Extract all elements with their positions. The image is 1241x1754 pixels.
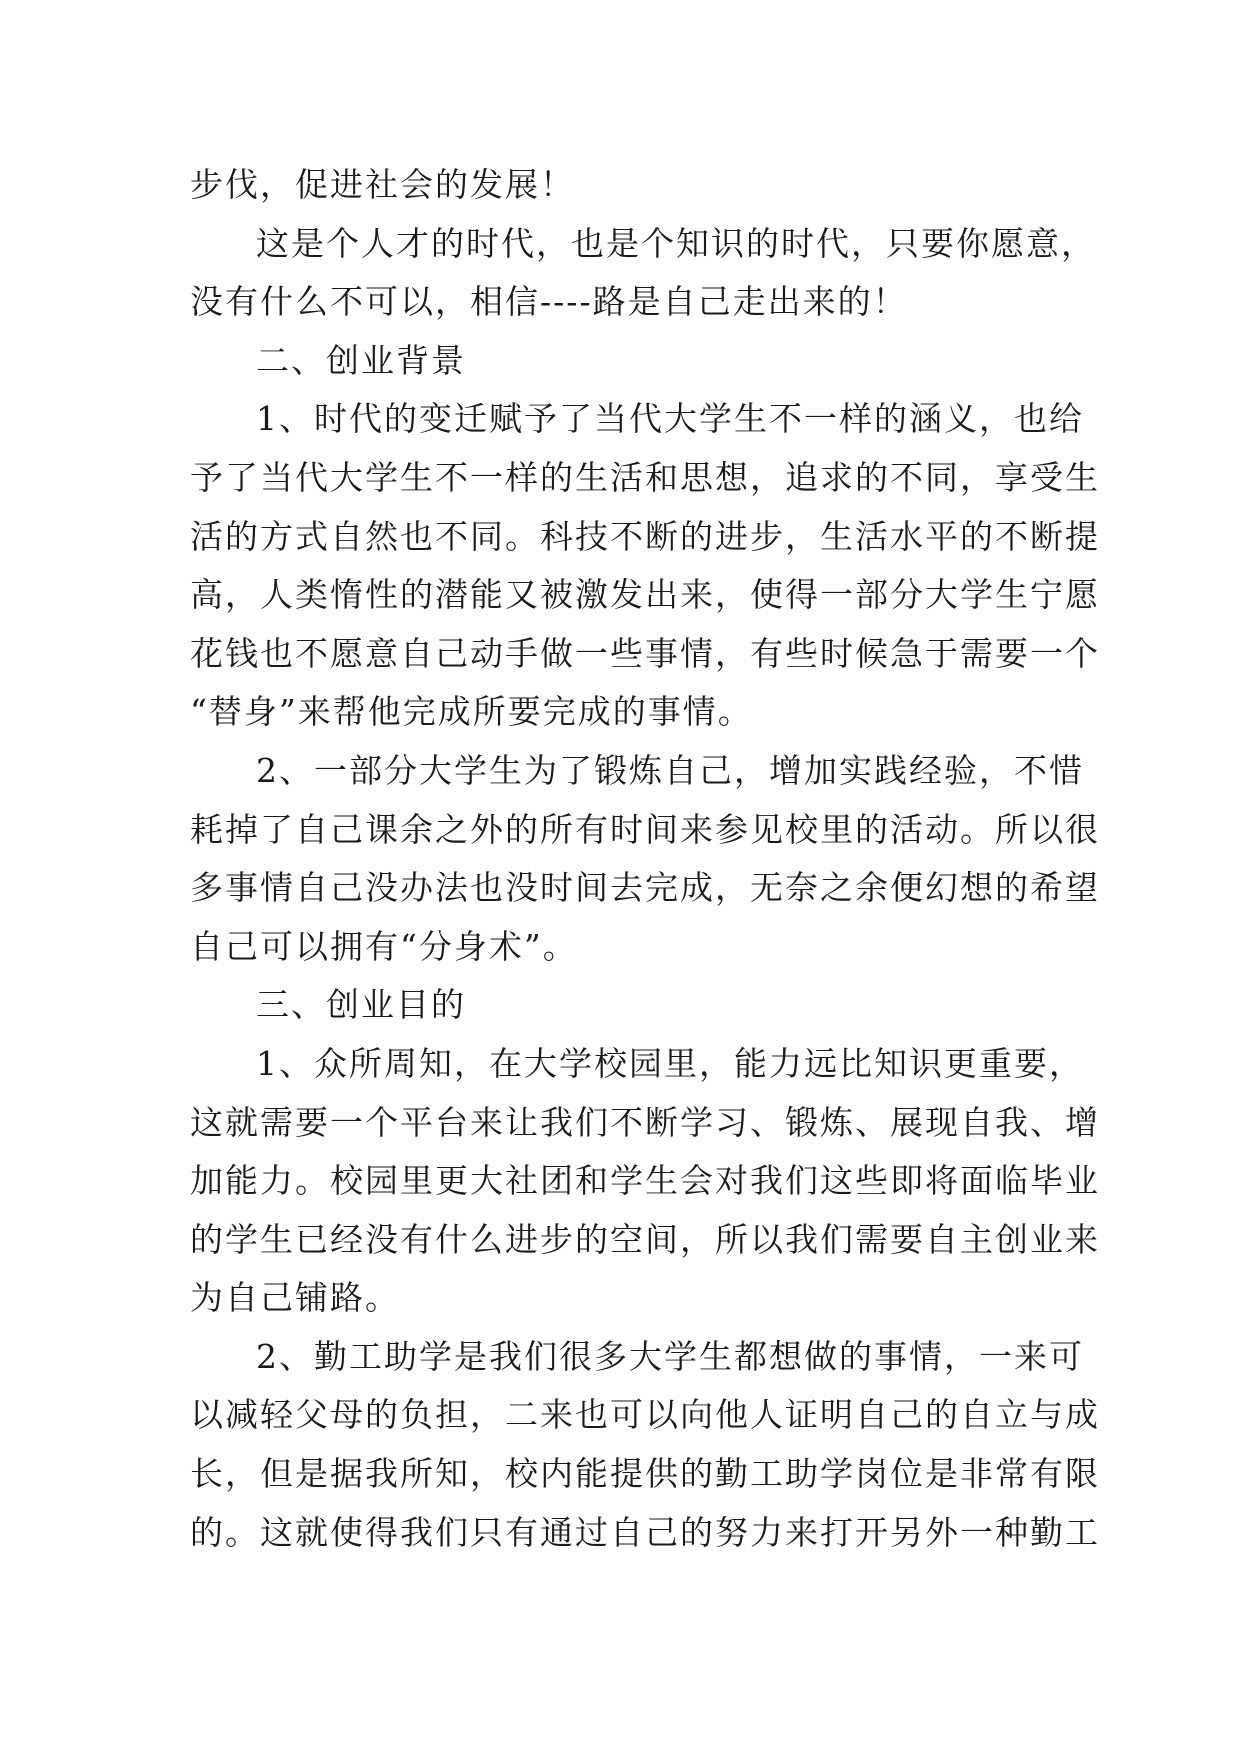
text-line: 高，人类惰性的潜能又被激发出来，使得一部分大学生宁愿 [190,575,1100,615]
text-line: 2、勤工助学是我们很多大学生都想做的事情，一来可 [256,1336,1084,1376]
section-heading: 三、创业目的 [256,985,466,1025]
text-line: 花钱也不愿意自己动手做一些事情，有些时候急于需要一个 [190,633,1100,673]
text-line: 这就需要一个平台来让我们不断学习、锻炼、展现自我、增 [190,1102,1100,1142]
section-heading: 二、创业背景 [256,340,466,380]
text-line: 予了当代大学生不一样的生活和思想，追求的不同，享受生 [190,457,1100,497]
text-line: 为自己铺路。 [190,1278,400,1318]
text-line: 加能力。校园里更大社团和学生会对我们这些即将面临毕业 [190,1161,1100,1201]
text-line: 活的方式自然也不同。科技不断的进步，生活水平的不断提 [190,516,1100,556]
text-line: 步伐，促进社会的发展！ [190,165,575,204]
document-body [190,156,1100,1562]
text-line: 这是个人才的时代，也是个知识的时代，只要你愿意， [256,223,1096,263]
text-line: 耗掉了自己课余之外的所有时间来参见校里的活动。所以很 [190,809,1100,849]
text-line: 以减轻父母的负担，二来也可以向他人证明自己的自立与成 [190,1395,1100,1435]
text-line: 的学生已经没有什么进步的空间，所以我们需要自主创业来 [190,1219,1100,1259]
text-line: 多事情自己没办法也没时间去完成，无奈之余便幻想的希望 [190,868,1100,908]
text-line: 1、时代的变迁赋予了当代大学生不一样的涵义，也给 [256,399,1084,439]
text-line: 1、众所周知，在大学校园里，能力远比知识更重要， [256,1043,1084,1083]
text-line: 没有什么不可以，相信----路是自己走出来的！ [190,282,908,322]
text-line: 长，但是据我所知，校内能提供的勤工助学岗位是非常有限 [190,1454,1100,1494]
text-line: 的。这就使得我们只有通过自己的努力来打开另外一种勤工 [190,1512,1100,1552]
text-line: “替身”来帮他完成所要完成的事情。 [190,692,753,732]
text-line: 2、一部分大学生为了锻炼自己，增加实践经验，不惜 [256,750,1084,790]
text-line: 自己可以拥有“分身术”。 [190,926,578,966]
